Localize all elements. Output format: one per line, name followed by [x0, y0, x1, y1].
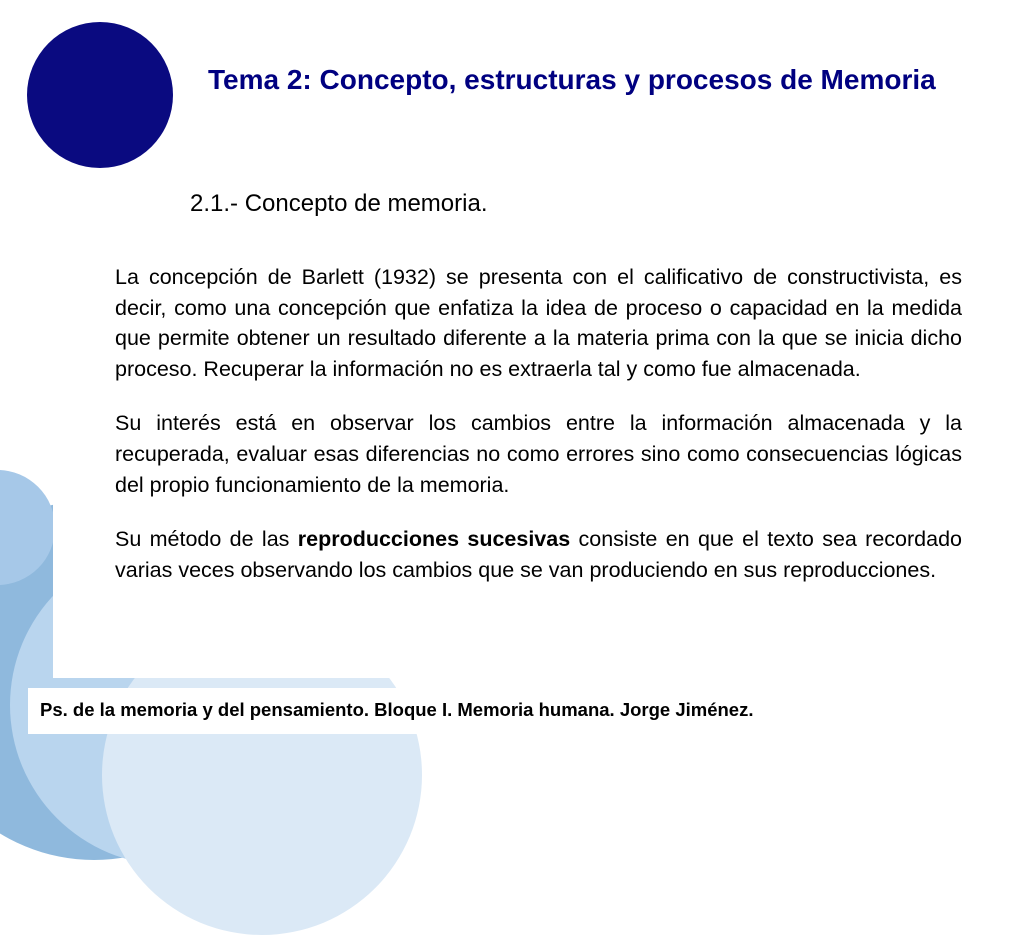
paragraph-text: Su método de las — [115, 527, 298, 552]
paragraph — [115, 524, 962, 585]
paragraph: La concepción de Barlett (1932) se presenta con el calificativo de constructivista, es decir, como una concepción que enfatiza la idea de proceso o capacidad en la medida que permite obtener un resultado diferente a la materia prima con la que se inicia dicho proceso. Recuperar la información no es extraerla tal y como fue almacenada. — [115, 265, 962, 381]
slide-body — [115, 262, 962, 609]
footer-text: Ps. de la memoria y del pensamiento. Bloque I. Memoria humana. Jorge Jiménez. — [40, 699, 754, 720]
slide-title: Tema 2: Concepto, estructuras y procesos de Memoria — [208, 64, 936, 95]
paragraph: Su interés está en observar los cambios entre la información almacenada y la recuperada, evaluar esas diferencias no como errores sino como consecuencias lógicas del propio funcionamiento de la memoria. — [115, 411, 962, 497]
bold-term: reproducciones sucesivas — [297, 527, 571, 552]
section-subtitle: 2.1.- Concepto de memoria. — [190, 190, 488, 217]
paragraph-text: consiste en que el texto sea recordado varias veces observando los cambios que se van produciendo en sus reproducciones. — [115, 527, 962, 582]
decorative-dark-circle — [27, 22, 173, 168]
